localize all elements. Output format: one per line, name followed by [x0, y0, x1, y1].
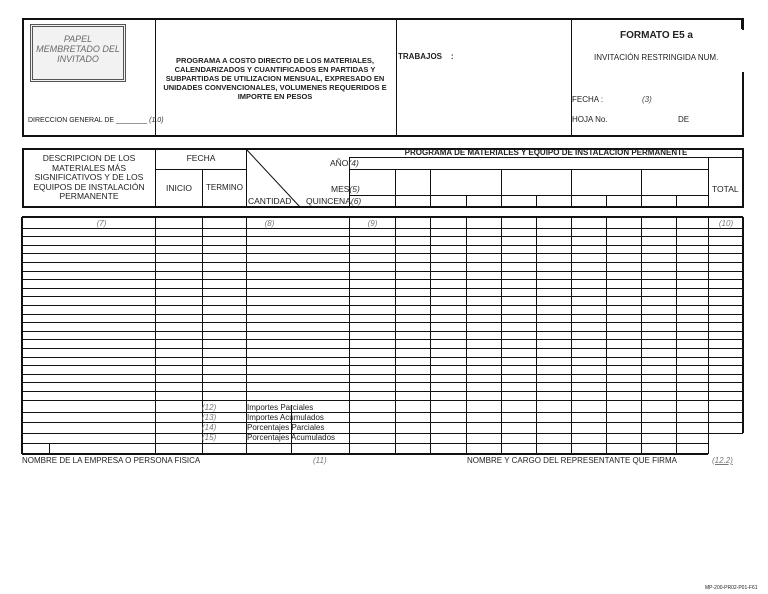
- summary-ref: (14): [202, 423, 217, 432]
- form-code: MP-200-PR02-P01-F61: [705, 585, 758, 591]
- anio-label: AÑO: [330, 158, 349, 168]
- representante-label: NOMBRE Y CARGO DEL REPRESENTANTE QUE FIRMA: [467, 456, 677, 465]
- stamp-line: MEMBRETADO DEL: [36, 44, 120, 54]
- descripcion-header: DESCRIPCION DE LOS MATERIALES MÁS SIGNIFICATIVOS Y DE LOS EQUIPOS DE INSTALACIÓN PERMANENTE: [33, 153, 145, 201]
- hoja-label: HOJA No.: [572, 115, 608, 124]
- direccion-ref: (1.0): [149, 117, 164, 124]
- anio-ref: (4): [348, 158, 359, 168]
- ref-9: (9): [367, 219, 378, 228]
- quincena-label: QUINCENA: [306, 196, 351, 206]
- empresa-label: NOMBRE DE LA EMPRESA O PERSONA FISICA: [22, 456, 201, 465]
- invitacion-label: INVITACIÓN RESTRINGIDA NUM.: [594, 53, 719, 62]
- fecha-ref: (3): [642, 95, 652, 104]
- formato-title: FORMATO E5 a: [620, 30, 693, 41]
- quincena-ref: (6): [350, 196, 362, 206]
- ref-10: (10): [718, 219, 734, 228]
- trabajos-label: TRABAJOS :: [398, 52, 454, 61]
- termino-header: TERMINO: [206, 183, 243, 192]
- summary-ref: (15): [202, 433, 217, 442]
- mes-ref: (5): [349, 184, 360, 194]
- program-title: PROGRAMA A COSTO DIRECTO DE LOS MATERIALES, CALENDARIZADOS Y CUANTIFICADOS EN PARTIDAS Y SUBPARTIDAS DE UTILIZACION MENSUAL, EXPRESADO EN UNIDADES CONVENCIONALES, VOLUMENES REQUERIDOS E IMPORTE EN PESOS: [163, 56, 387, 101]
- inicio-header: INICIO: [166, 183, 192, 193]
- mes-label: MES: [331, 184, 350, 194]
- total-header: TOTAL: [712, 184, 739, 194]
- representante-ref: (12.2): [712, 456, 733, 465]
- fecha-header: FECHA: [186, 153, 216, 163]
- summary-label: Porcentajes Acumulados: [247, 433, 336, 442]
- summary-ref: (13): [202, 413, 217, 422]
- summary-label: Importes Acumulados: [247, 413, 324, 422]
- de-label: DE: [678, 115, 690, 124]
- fecha-label: FECHA :: [572, 95, 604, 104]
- empresa-ref: (11): [313, 456, 327, 465]
- ref-8: (8): [264, 219, 275, 228]
- ref-7: (7): [96, 219, 107, 228]
- stamp-line: INVITADO: [57, 54, 99, 64]
- direccion-label: DIRECCION GENERAL DE ________: [28, 117, 148, 124]
- programa-header: PROGRAMA DE MATERIALES Y EQUIPO DE INSTALACION PERMANENTE: [404, 148, 688, 157]
- summary-label: Porcentajes Parciales: [247, 423, 325, 432]
- summary-ref: (12): [202, 403, 217, 412]
- cantidad-header: CANTIDAD: [248, 196, 292, 206]
- stamp-line: PAPEL: [63, 34, 93, 44]
- summary-label: Importes Parciales: [247, 403, 314, 412]
